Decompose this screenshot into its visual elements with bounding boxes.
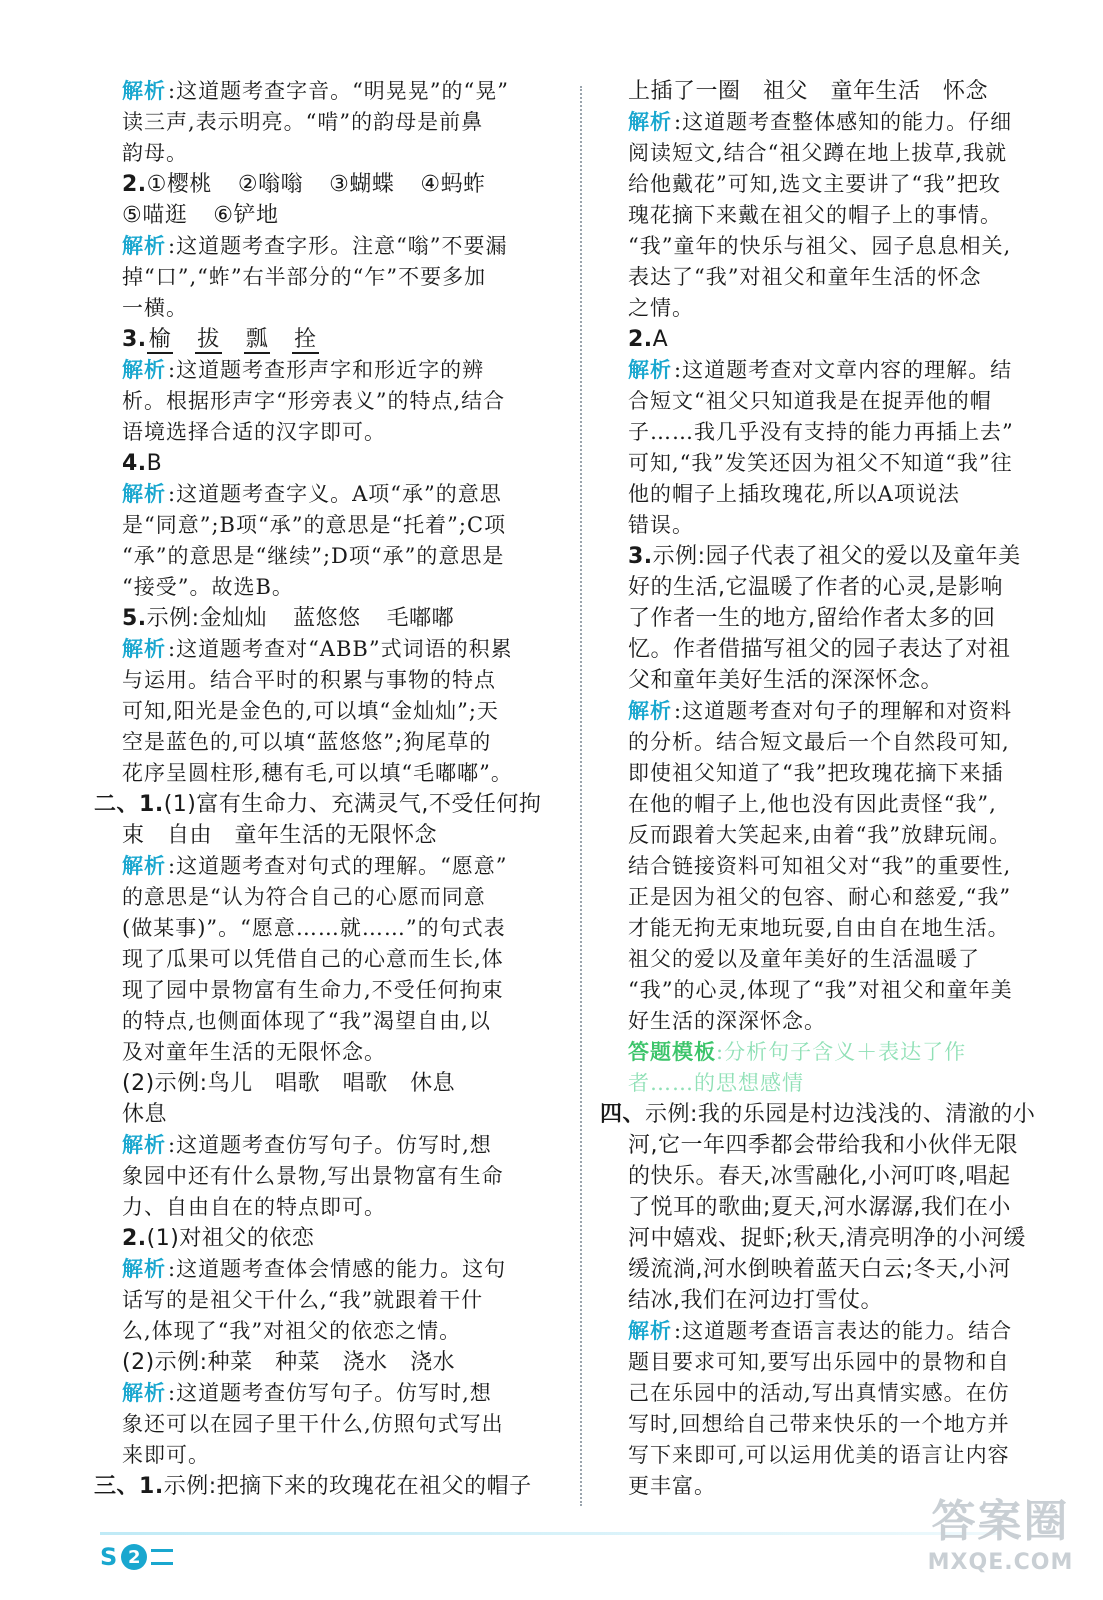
analysis-label: 解析 [122, 482, 166, 506]
answer-line: 2.A [628, 327, 669, 352]
analysis-line: 更丰富。 [628, 1474, 716, 1498]
badge-lines-icon [151, 1549, 173, 1565]
analysis-line: 子……我几乎没有支持的能力再插上去” [628, 420, 1014, 444]
analysis-line: 祖父的爱以及童年美好的生活温暖了 [628, 947, 980, 971]
analysis-line: 错误。 [628, 513, 694, 537]
analysis-line: 解析:这道题考查仿写句子。仿写时,想 [122, 1381, 492, 1405]
analysis-label: 解析 [122, 637, 166, 661]
analysis-label: 解析 [122, 1381, 166, 1405]
answer-line: 忆。作者借描写祖父的园子表达了对祖 [628, 637, 1011, 662]
answer-line: 河,它一年四季都会带给我和小伙伴无限 [628, 1133, 1018, 1158]
analysis-line: 是“同意”;B项“承”的意思是“托着”;C项 [122, 513, 507, 537]
answer-line: 3.示例:园子代表了祖父的爱以及童年美 [628, 544, 1021, 569]
analysis-line: 解析:这道题考查字义。A项“承”的意思 [122, 482, 502, 506]
analysis-label: 解析 [628, 110, 672, 134]
answer-line: 2.①樱桃 ②嗡嗡 ③蝴蝶 ④蚂蚱 [122, 172, 486, 197]
answer-line: 了悦耳的歌曲;夏天,河水潺潺,我们在小 [628, 1195, 1011, 1220]
page-number: 2 [121, 1544, 147, 1570]
analysis-line: “承”的意思是“继续”;D项“承”的意思是 [122, 544, 505, 568]
analysis-line: 他的帽子上插玫瑰花,所以A项说法 [628, 482, 960, 506]
answer-line: 河中嬉戏、捉虾;秋天,清亮明净的小河缓 [628, 1226, 1026, 1251]
analysis-label: 解析 [122, 1133, 166, 1157]
analysis-line: 之情。 [628, 296, 694, 320]
analysis-line: 好生活的深深怀念。 [628, 1009, 826, 1033]
page-number-badge [100, 1540, 173, 1574]
answer-line: 三、1.示例:把摘下来的玫瑰花在祖父的帽子 [94, 1474, 532, 1499]
analysis-line: 的特点,也侧面体现了“我”渴望自由,以 [122, 1009, 491, 1033]
analysis-line: 可知,“我”发笑还因为祖父不知道“我”往 [628, 451, 1013, 475]
footer-bar [100, 1532, 1000, 1535]
answer-line: 好的生活,它温暖了作者的心灵,是影响 [628, 575, 1003, 600]
analysis-label: 解析 [122, 234, 166, 258]
analysis-line: 己在乐园中的活动,写出真情实感。在仿 [628, 1381, 1010, 1405]
analysis-line: 表达了“我”对祖父和童年生活的怀念 [628, 265, 982, 289]
analysis-label: 解析 [628, 1319, 672, 1343]
analysis-line: “接受”。故选B。 [122, 575, 294, 599]
analysis-line: 力、自由自在的特点即可。 [122, 1195, 386, 1219]
analysis-line: 解析:这道题考查语言表达的能力。结合 [628, 1319, 1013, 1343]
analysis-line: 来即可。 [122, 1443, 210, 1467]
analysis-line: 的分析。结合短文最后一个自然段可知, [628, 730, 1010, 754]
analysis-line: (做某事)”。“愿意……就……”的句式表 [122, 916, 506, 940]
analysis-line: 掉“口”,“蚱”右半部分的“乍”不要多加 [122, 265, 487, 289]
section-number: 四、 [600, 1102, 646, 1127]
analysis-line: 解析:这道题考查对句子的理解和对资料 [628, 699, 1013, 723]
analysis-line: 解析:这道题考查字形。注意“嗡”不要漏 [122, 234, 508, 258]
analysis-line: 解析:这道题考查字音。“明晃晃”的“晃” [122, 79, 510, 103]
analysis-line: 话写的是祖父干什么,“我”就跟着干什 [122, 1288, 484, 1312]
answer-line: ⑤喵逛 ⑥铲地 [122, 203, 279, 228]
analysis-line: 结合链接资料可知祖父对“我”的重要性, [628, 854, 1012, 878]
analysis-line: 解析:这道题考查形声字和形近字的辨 [122, 358, 485, 382]
analysis-label: 解析 [122, 358, 166, 382]
watermark-text: 答案圈 [931, 1496, 1070, 1547]
analysis-line: 解析:这道题考查对句式的理解。“愿意” [122, 854, 508, 878]
answer-line: (2)示例:种菜 种菜 浇水 浇水 [122, 1350, 456, 1375]
analysis-line: 析。根据形声字“形旁表义”的特点,结合 [122, 389, 506, 413]
analysis-line: 读三声,表示明亮。“啃”的韵母是前鼻 [122, 110, 484, 134]
analysis-line: 写时,回想给自己带来快乐的一个地方并 [628, 1412, 1010, 1436]
template-line: 答题模板:分析句子含义＋表达了作 [628, 1040, 967, 1064]
column-divider [580, 86, 582, 1506]
watermark [908, 1494, 1093, 1594]
analysis-line: 写下来即可,可以运用优美的语言让内容 [628, 1443, 1010, 1467]
answer-line: 2.(1)对祖父的依恋 [122, 1226, 315, 1251]
analysis-line: 在他的帽子上,他也没有因此责怪“我”, [628, 792, 997, 816]
analysis-line: 可知,阳光是金色的,可以填“金灿灿”;天 [122, 699, 499, 723]
answer-line: 4.B [122, 451, 163, 476]
answer-line: 的快乐。春天,冰雪融化,小河叮咚,唱起 [628, 1164, 1011, 1189]
analysis-line: 花序呈圆柱形,穗有毛,可以填“毛嘟嘟”。 [122, 761, 513, 785]
right-column [600, 76, 1072, 1502]
analysis-line: 才能无拘无束地玩耍,自由自在地生活。 [628, 916, 1010, 940]
analysis-line: 象还可以在园子里干什么,仿照句式写出 [122, 1412, 504, 1436]
analysis-line: 现了园中景物富有生命力,不受任何拘束 [122, 978, 504, 1002]
answer-line: 休息 [122, 1102, 168, 1127]
analysis-line: 即使祖父知道了“我”把玫瑰花摘下来插 [628, 761, 1004, 785]
template-label: 答题模板 [628, 1040, 716, 1064]
analysis-line: 给他戴花”可知,选文主要讲了“我”把玫 [628, 172, 1001, 196]
analysis-line: 与运用。结合平时的积累与事物的特点 [122, 668, 496, 692]
analysis-line: 解析:这道题考查仿写句子。仿写时,想 [122, 1133, 492, 1157]
analysis-label: 解析 [122, 854, 166, 878]
analysis-line: 一横。 [122, 296, 188, 320]
analysis-line: 反而跟着大笑起来,由着“我”放肆玩闹。 [628, 823, 1012, 847]
answer-line: 束 自由 童年生活的无限怀念 [122, 823, 438, 848]
answer-line: 缓流淌,河水倒映着蓝天白云;冬天,小河 [628, 1257, 1011, 1282]
analysis-line: 解析:这道题考查对“ABB”式词语的积累 [122, 637, 513, 661]
analysis-line: 语境选择合适的汉字即可。 [122, 420, 386, 444]
answer-line: 四、示例:我的乐园是村边浅浅的、清澈的小 [600, 1102, 1036, 1127]
analysis-line: “我”的心灵,体现了“我”对祖父和童年美 [628, 978, 1013, 1002]
section-number: 三、 [94, 1474, 140, 1499]
left-column [94, 76, 562, 1502]
analysis-line: 及对童年生活的无限怀念。 [122, 1040, 386, 1064]
analysis-label: 解析 [122, 79, 166, 103]
analysis-line: 解析:这道题考查对文章内容的理解。结 [628, 358, 1013, 382]
analysis-line: 么,体现了“我”对祖父的依恋之情。 [122, 1319, 462, 1343]
analysis-line: 瑰花摘下来戴在祖父的帽子上的事情。 [628, 203, 1002, 227]
answer-line: 了作者一生的地方,留给作者太多的回 [628, 606, 996, 631]
analysis-label: 解析 [122, 1257, 166, 1281]
analysis-line: 解析:这道题考查体会情感的能力。这句 [122, 1257, 507, 1281]
analysis-line: 韵母。 [122, 141, 188, 165]
answer-line: 上插了一圈 祖父 童年生活 怀念 [628, 79, 989, 104]
analysis-line: 象园中还有什么景物,写出景物富有生命 [122, 1164, 504, 1188]
watermark-url: MXQE.COM [927, 1550, 1074, 1575]
badge-letter: S [100, 1543, 118, 1571]
answer-line: 二、1.(1)富有生命力、充满灵气,不受任何拘 [94, 792, 542, 817]
analysis-label: 解析 [628, 358, 672, 382]
section-number: 二、 [94, 792, 140, 817]
analysis-line: 现了瓜果可以凭借自己的心意而生长,体 [122, 947, 504, 971]
analysis-line: 题目要求可知,要写出乐园中的景物和自 [628, 1350, 1010, 1374]
template-line: 者……的思想感情 [628, 1071, 804, 1095]
answer-line: 5.示例:金灿灿 蓝悠悠 毛嘟嘟 [122, 606, 455, 631]
analysis-label: 解析 [628, 699, 672, 723]
analysis-line: “我”童年的快乐与祖父、园子息息相关, [628, 234, 1012, 258]
analysis-line: 的意思是“认为符合自己的心愿而同意 [122, 885, 486, 909]
analysis-line: 阅读短文,结合“祖父蹲在地上拔草,我就 [628, 141, 1008, 165]
analysis-line: 解析:这道题考查整体感知的能力。仔细 [628, 110, 1013, 134]
analysis-line: 空是蓝色的,可以填“蓝悠悠”;狗尾草的 [122, 730, 492, 754]
answer-line: 父和童年美好生活的深深怀念。 [628, 668, 944, 693]
answer-line: 3.榆 拔 瓢 拴 [122, 327, 317, 352]
answer-line: (2)示例:鸟儿 唱歌 唱歌 休息 [122, 1071, 456, 1096]
answer-line: 结冰,我们在河边打雪仗。 [628, 1288, 883, 1313]
analysis-line: 合短文“祖父只知道我是在捉弄他的帽 [628, 389, 992, 413]
analysis-line: 正是因为祖父的包容、耐心和慈爱,“我” [628, 885, 1012, 909]
